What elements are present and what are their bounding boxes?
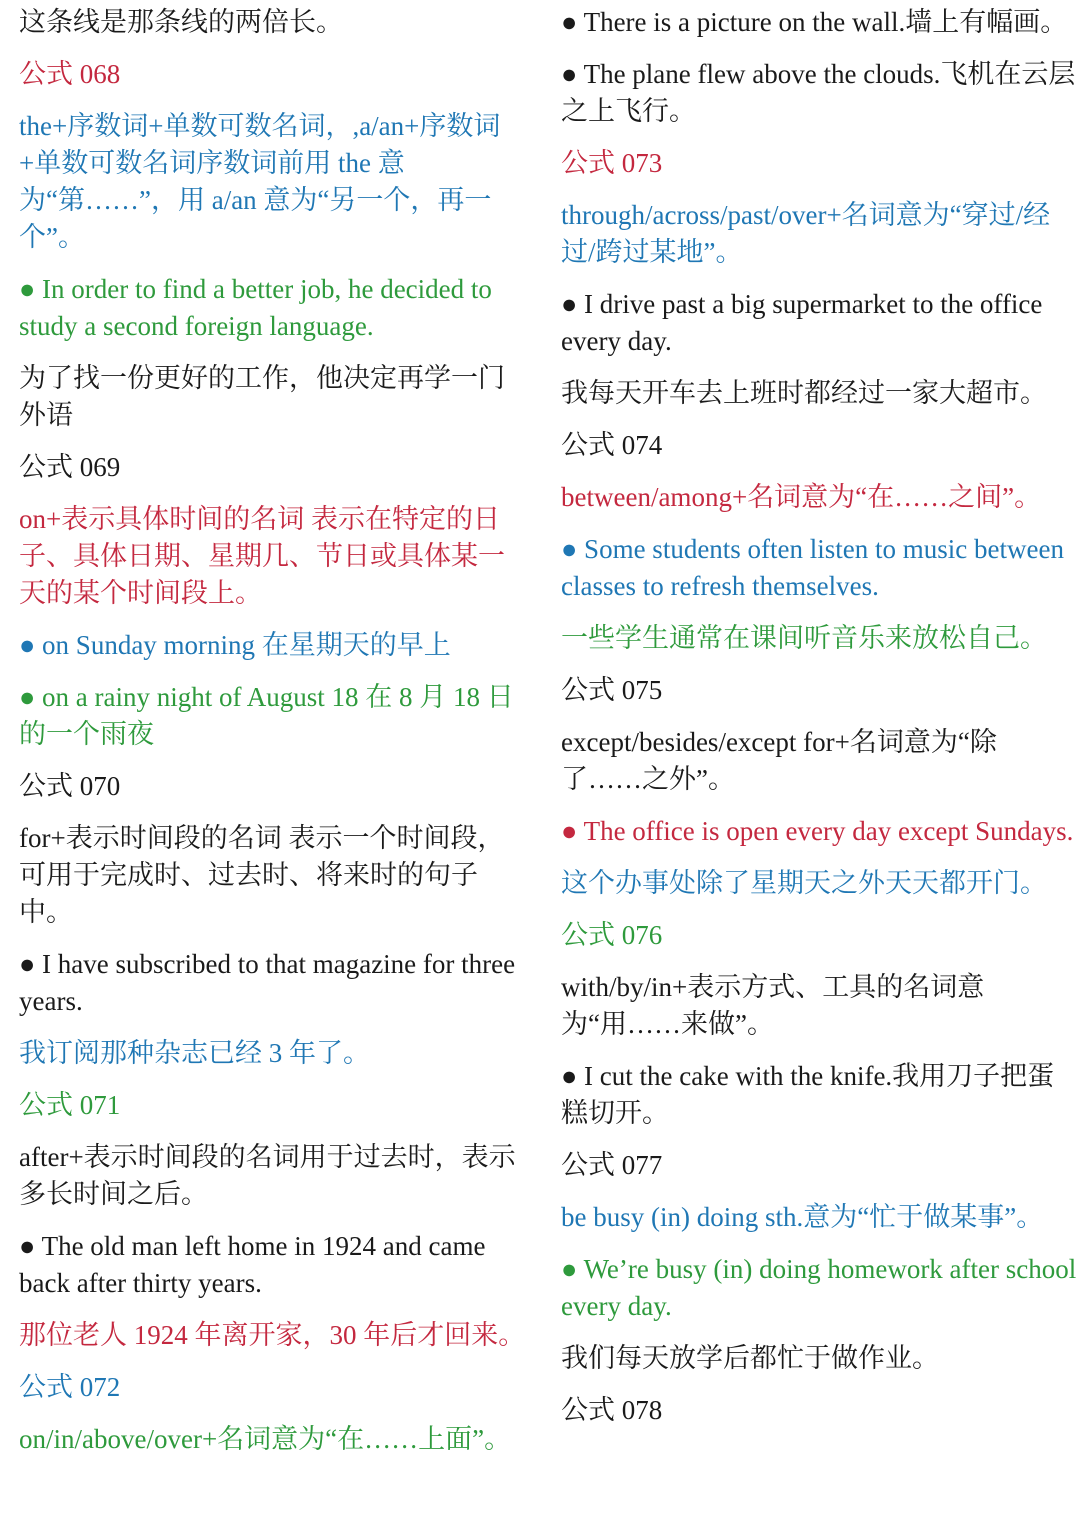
paragraph: 这条线是那条线的两倍长。 <box>19 7 343 37</box>
example-sentence: ● I cut the cake with the knife.我用刀子把蛋糕切开。 <box>561 1061 1055 1128</box>
formula-heading: 公式 071 <box>19 1090 121 1120</box>
example-phrase: ● on Sunday morning 在星期天的早上 <box>19 630 451 660</box>
formula-heading: 公式 070 <box>19 771 121 801</box>
example-sentence: ● There is a picture on the wall.墙上有幅画。 <box>561 7 1068 37</box>
example-sentence: ● In order to find a better job, he decided to study a second foreign language. <box>19 274 492 341</box>
formula-heading: 公式 077 <box>561 1150 663 1180</box>
translation: 一些学生通常在课间听音乐来放松自己。 <box>561 623 1047 653</box>
formula-rule: be busy (in) doing sth.意为“忙于做某事”。 <box>561 1202 1044 1232</box>
left-column <box>19 4 529 1473</box>
formula-heading: 公式 076 <box>561 920 663 950</box>
translation: 我每天开车去上班时都经过一家大超市。 <box>561 378 1047 408</box>
formula-heading: 公式 068 <box>19 59 121 89</box>
formula-rule: on/in/above/over+名词意为“在……上面”。 <box>19 1424 512 1454</box>
example-sentence: ● The old man left home in 1924 and came back after thirty years. <box>19 1231 486 1298</box>
formula-heading: 公式 073 <box>561 148 663 178</box>
formula-rule: through/across/past/over+名词意为“穿过/经过/跨过某地”。 <box>561 200 1051 267</box>
example-sentence: ● The plane flew above the clouds.飞机在云层之上飞行。 <box>561 59 1076 126</box>
formula-heading: 公式 072 <box>19 1372 121 1402</box>
formula-rule: for+表示时间段的名词 表示一个时间段，可用于完成时、过去时、将来时的句子中。 <box>19 823 505 927</box>
formula-rule: on+表示具体时间的名词 表示在特定的日子、具体日期、星期几、节日或具体某一天的某个时间段上。 <box>19 504 505 608</box>
formula-rule: after+表示时间段的名词用于过去时，表示多长时间之后。 <box>19 1142 516 1209</box>
example-sentence: ● The office is open every day except Sundays. <box>561 816 1074 846</box>
example-sentence: ● We’re busy (in) doing homework after school every day. <box>561 1254 1077 1321</box>
translation: 我订阅那种杂志已经 3 年了。 <box>19 1038 370 1068</box>
formula-heading: 公式 069 <box>19 452 121 482</box>
translation: 这个办事处除了星期天之外天天都开门。 <box>561 868 1047 898</box>
right-column <box>561 4 1077 1444</box>
example-phrase: ● on a rainy night of August 18 在 8 月 18 日的一个雨夜 <box>19 682 514 749</box>
formula-rule: with/by/in+表示方式、工具的名词意为“用……来做”。 <box>561 972 985 1039</box>
formula-rule: between/among+名词意为“在……之间”。 <box>561 482 1042 512</box>
translation: 那位老人 1924 年离开家，30 年后才回来。 <box>19 1320 526 1350</box>
formula-rule: the+序数词+单数可数名词，,a/an+序数词+单数可数名词序数词前用 the 意为“第……”，用 a/an 意为“另一个，再一个”。 <box>19 111 501 252</box>
formula-heading: 公式 078 <box>561 1395 663 1425</box>
translation: 为了找一份更好的工作，他决定再学一门外语 <box>19 363 505 430</box>
example-sentence: ● I have subscribed to that magazine for three years. <box>19 949 516 1016</box>
example-sentence: ● I drive past a big supermarket to the office every day. <box>561 289 1043 356</box>
formula-heading: 公式 074 <box>561 430 663 460</box>
translation: 我们每天放学后都忙于做作业。 <box>561 1343 939 1373</box>
formula-rule: except/besides/except for+名词意为“除了……之外”。 <box>561 727 997 794</box>
example-sentence: ● Some students often listen to music between classes to refresh themselves. <box>561 534 1064 601</box>
formula-heading: 公式 075 <box>561 675 663 705</box>
